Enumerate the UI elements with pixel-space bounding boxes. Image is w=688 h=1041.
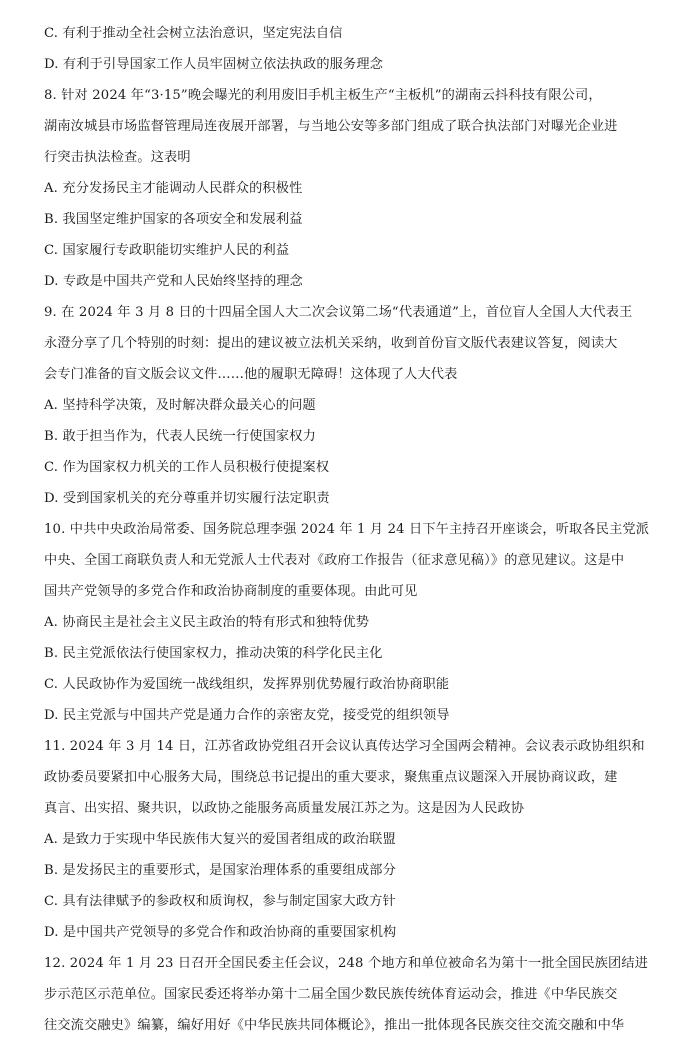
line-22: C. 人民政协作为爱国统一战线组织，发挥界别优势履行政治协商职能	[44, 677, 450, 692]
line-03: 8. 针对 2024 年“3·15”晚会曝光的利用废旧手机主板生产“主板机”的湖南云抖科技有限公司，	[44, 88, 602, 103]
line-19: 国共产党领导的多党合作和政治协商制度的重要体现。由此可见	[44, 584, 418, 599]
line-15: C. 作为国家权力机关的工作人员积极行使提案权	[44, 460, 330, 475]
line-32: 步示范区示范单位。国家民委还将举办第十二届全国少数民族传统体育运动会，推进《中华民族交	[44, 987, 618, 1002]
line-31: 12. 2024 年 1 月 23 日召开全国民委主任会议，248 个地方和单位被命名为第十一批全国民族团结进	[44, 956, 649, 971]
line-33: 往交流交融史》编纂，编好用好《中华民族共同体概论》，推出一批体现各民族交往交流交融和中华	[44, 1018, 625, 1033]
line-04: 湖南汝城县市场监督管理局连夜展开部署，与当地公安等多部门组成了联合执法部门对曝光企业进	[44, 119, 618, 134]
line-09: D. 专政是中国共产党和人民始终坚持的理念	[44, 274, 304, 289]
line-26: 真言、出实招、聚共识，以政协之能服务高质量发展江苏之为。这是因为人民政协	[44, 801, 525, 816]
line-14: B. 敢于担当作为，代表人民统一行使国家权力	[44, 429, 316, 444]
line-13: A. 坚持科学决策，及时解决群众最关心的问题	[44, 398, 316, 413]
line-02: D. 有利于引导国家工作人员牢固树立依法执政的服务理念	[44, 57, 384, 72]
line-24: 11. 2024 年 3 月 14 日，江苏省政协党组召开会议认真传达学习全国两会精神。会议表示政协组织和	[44, 739, 645, 754]
line-07: B. 我国坚定维护国家的各项安全和发展利益	[44, 212, 303, 227]
line-20: A. 协商民主是社会主义民主政治的特有形式和独特优势	[44, 615, 370, 630]
line-30: D. 是中国共产党领导的多党合作和政治协商的重要国家机构	[44, 925, 397, 940]
line-25: 政协委员要紧扣中心服务大局，围绕总书记提出的重大要求，聚焦重点议题深入开展协商议政，建	[44, 770, 618, 785]
line-16: D. 受到国家机关的充分尊重并切实履行法定职责	[44, 491, 330, 506]
line-12: 会专门准备的盲文版会议文件……他的履职无障碍！这体现了人大代表	[44, 367, 458, 382]
line-17: 10. 中共中央政治局常委、国务院总理李强 2024 年 1 月 24 日下午主持召开座谈会，听取各民主党派	[44, 522, 650, 537]
line-27: A. 是致力于实现中华民族伟大复兴的爱国者组成的政治联盟	[44, 832, 396, 847]
line-28: B. 是发扬民主的重要形式，是国家治理体系的重要组成部分	[44, 863, 396, 878]
line-11: 永澄分享了几个特别的时刻：提出的建议被立法机关采纳，收到首份盲文版代表建议答复，阅读大	[44, 336, 618, 351]
line-08: C. 国家履行专政职能切实维护人民的利益	[44, 243, 290, 258]
line-10: 9. 在 2024 年 3 月 8 日的十四届全国人大二次会议第二场“代表通道”上，首位盲人全国人大代表王	[44, 305, 633, 320]
line-29: C. 具有法律赋予的参政权和质询权，参与制定国家大政方针	[44, 894, 396, 909]
line-23: D. 民主党派与中国共产党是通力合作的亲密友党，接受党的组织领导	[44, 708, 450, 723]
line-21: B. 民主党派依法行使国家权力，推动决策的科学化民主化	[44, 646, 383, 661]
line-18: 中央、全国工商联负责人和无党派人士代表对《政府工作报告（征求意见稿）》的意见建议。这是中	[44, 553, 625, 568]
line-01: C. 有利于推动全社会树立法治意识，坚定宪法自信	[44, 26, 343, 41]
line-05: 行突击执法检查。这表明	[44, 150, 191, 165]
line-06: A. 充分发扬民主才能调动人民群众的积极性	[44, 181, 303, 196]
